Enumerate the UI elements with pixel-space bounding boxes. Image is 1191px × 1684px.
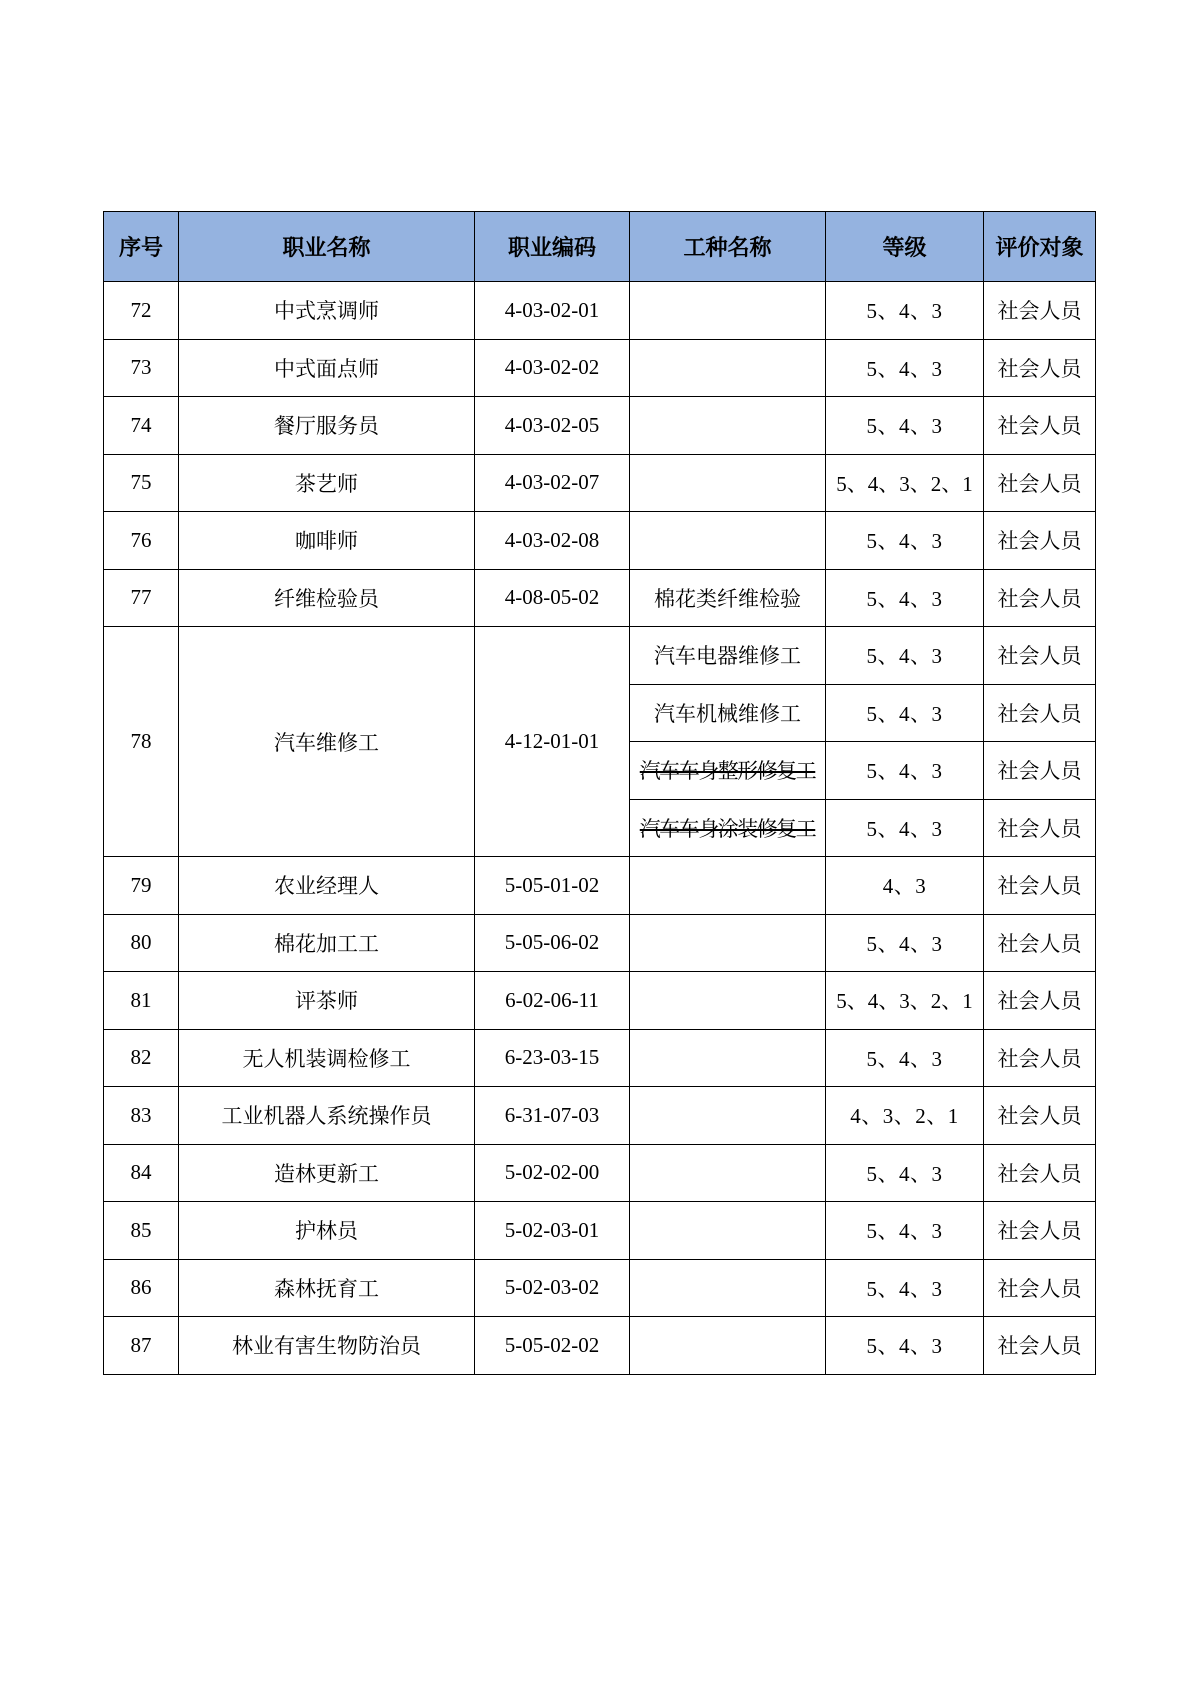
- cell-serial: 87: [104, 1317, 179, 1375]
- cell-occupation-code: 6-02-06-11: [475, 972, 630, 1030]
- cell-target: 社会人员: [984, 914, 1096, 972]
- table-row: [104, 339, 1096, 397]
- table-header-row: [104, 212, 1096, 282]
- cell-occupation-name: 茶艺师: [179, 454, 475, 512]
- cell-occupation-name: 纤维检验员: [179, 569, 475, 627]
- table-row: [104, 282, 1096, 340]
- cell-serial: 86: [104, 1259, 179, 1317]
- cell-target: 社会人员: [984, 1317, 1096, 1375]
- cell-level: 5、4、3: [826, 684, 984, 742]
- cell-occupation-name: 造林更新工: [179, 1144, 475, 1202]
- cell-occupation-name: 工业机器人系统操作员: [179, 1087, 475, 1145]
- table-row: [104, 1087, 1096, 1145]
- cell-serial: 79: [104, 857, 179, 915]
- cell-occupation-name: 无人机装调检修工: [179, 1029, 475, 1087]
- cell-target: 社会人员: [984, 512, 1096, 570]
- cell-target: 社会人员: [984, 742, 1096, 800]
- cell-target: 社会人员: [984, 972, 1096, 1030]
- cell-level: 5、4、3: [826, 799, 984, 857]
- cell-work-type: [630, 1144, 826, 1202]
- cell-level: 5、4、3: [826, 339, 984, 397]
- cell-work-type: [630, 454, 826, 512]
- cell-serial: 84: [104, 1144, 179, 1202]
- cell-serial: 76: [104, 512, 179, 570]
- cell-serial: 78: [104, 627, 179, 857]
- cell-level: 5、4、3: [826, 512, 984, 570]
- cell-occupation-name: 中式面点师: [179, 339, 475, 397]
- cell-level: 5、4、3: [826, 1259, 984, 1317]
- cell-work-type: [630, 1202, 826, 1260]
- table-row: [104, 1029, 1096, 1087]
- cell-occupation-code: 4-03-02-01: [475, 282, 630, 340]
- cell-occupation-code: 4-03-02-05: [475, 397, 630, 455]
- cell-occupation-code: 5-02-03-02: [475, 1259, 630, 1317]
- cell-occupation-name: 咖啡师: [179, 512, 475, 570]
- header-occupation-code: 职业编码: [475, 212, 630, 282]
- cell-target: 社会人员: [984, 1029, 1096, 1087]
- cell-occupation-code: 4-03-02-07: [475, 454, 630, 512]
- cell-work-type: [630, 1029, 826, 1087]
- cell-occupation-code: 5-05-02-02: [475, 1317, 630, 1375]
- cell-level: 5、4、3、2、1: [826, 972, 984, 1030]
- cell-work-type: [630, 1317, 826, 1375]
- cell-level: 5、4、3: [826, 1029, 984, 1087]
- cell-occupation-code: 5-05-06-02: [475, 914, 630, 972]
- cell-occupation-code: 4-08-05-02: [475, 569, 630, 627]
- struck-work-type-text: 汽车车身涂装修复工: [639, 816, 816, 841]
- header-work-type: 工种名称: [630, 212, 826, 282]
- cell-occupation-name: 林业有害生物防治员: [179, 1317, 475, 1375]
- cell-serial: 77: [104, 569, 179, 627]
- table-row: [104, 914, 1096, 972]
- cell-occupation-code: 5-02-02-00: [475, 1144, 630, 1202]
- cell-level: 4、3: [826, 857, 984, 915]
- cell-level: 5、4、3: [826, 627, 984, 685]
- cell-level: 5、4、3: [826, 569, 984, 627]
- cell-work-type: [630, 512, 826, 570]
- cell-occupation-name: 汽车维修工: [179, 627, 475, 857]
- cell-work-type: [630, 742, 826, 800]
- cell-work-type: 汽车机械维修工: [630, 684, 826, 742]
- cell-serial: 75: [104, 454, 179, 512]
- cell-target: 社会人员: [984, 799, 1096, 857]
- cell-work-type: [630, 339, 826, 397]
- cell-serial: 83: [104, 1087, 179, 1145]
- cell-work-type: [630, 972, 826, 1030]
- cell-level: 5、4、3、2、1: [826, 454, 984, 512]
- table-row: [104, 397, 1096, 455]
- header-occupation-name: 职业名称: [179, 212, 475, 282]
- cell-work-type: 汽车电器维修工: [630, 627, 826, 685]
- table-row: [104, 1202, 1096, 1260]
- cell-level: 5、4、3: [826, 1202, 984, 1260]
- cell-occupation-code: 4-03-02-02: [475, 339, 630, 397]
- cell-occupation-code: 6-23-03-15: [475, 1029, 630, 1087]
- cell-target: 社会人员: [984, 339, 1096, 397]
- cell-occupation-code: 4-12-01-01: [475, 627, 630, 857]
- table-row: [104, 1259, 1096, 1317]
- cell-target: 社会人员: [984, 282, 1096, 340]
- cell-serial: 81: [104, 972, 179, 1030]
- cell-level: 4、3、2、1: [826, 1087, 984, 1145]
- occupation-table: [103, 211, 1096, 1375]
- cell-occupation-name: 中式烹调师: [179, 282, 475, 340]
- cell-level: 5、4、3: [826, 397, 984, 455]
- cell-work-type: [630, 397, 826, 455]
- cell-serial: 72: [104, 282, 179, 340]
- cell-occupation-code: 4-03-02-08: [475, 512, 630, 570]
- table-row: [104, 627, 1096, 685]
- cell-target: 社会人员: [984, 1259, 1096, 1317]
- cell-target: 社会人员: [984, 857, 1096, 915]
- cell-serial: 85: [104, 1202, 179, 1260]
- cell-serial: 73: [104, 339, 179, 397]
- cell-occupation-code: 5-05-01-02: [475, 857, 630, 915]
- cell-work-type: [630, 799, 826, 857]
- cell-occupation-name: 护林员: [179, 1202, 475, 1260]
- table-row: [104, 1144, 1096, 1202]
- cell-work-type: [630, 1259, 826, 1317]
- cell-target: 社会人员: [984, 454, 1096, 512]
- struck-work-type-text: 汽车车身整形修复工: [639, 759, 816, 784]
- cell-occupation-name: 森林抚育工: [179, 1259, 475, 1317]
- cell-target: 社会人员: [984, 1202, 1096, 1260]
- cell-occupation-code: 5-02-03-01: [475, 1202, 630, 1260]
- cell-occupation-name: 餐厅服务员: [179, 397, 475, 455]
- cell-work-type: 棉花类纤维检验: [630, 569, 826, 627]
- table-row: [104, 1317, 1096, 1375]
- table-row: [104, 972, 1096, 1030]
- cell-occupation-name: 棉花加工工: [179, 914, 475, 972]
- header-level: 等级: [826, 212, 984, 282]
- header-serial: 序号: [104, 212, 179, 282]
- cell-serial: 74: [104, 397, 179, 455]
- cell-work-type: [630, 282, 826, 340]
- cell-occupation-code: 6-31-07-03: [475, 1087, 630, 1145]
- cell-serial: 82: [104, 1029, 179, 1087]
- cell-target: 社会人员: [984, 1144, 1096, 1202]
- cell-level: 5、4、3: [826, 914, 984, 972]
- cell-level: 5、4、3: [826, 282, 984, 340]
- table-row: [104, 857, 1096, 915]
- cell-work-type: [630, 1087, 826, 1145]
- table-row: [104, 512, 1096, 570]
- cell-target: 社会人员: [984, 397, 1096, 455]
- cell-occupation-name: 评茶师: [179, 972, 475, 1030]
- cell-level: 5、4、3: [826, 1144, 984, 1202]
- cell-serial: 80: [104, 914, 179, 972]
- cell-occupation-name: 农业经理人: [179, 857, 475, 915]
- cell-work-type: [630, 857, 826, 915]
- table-row: [104, 569, 1096, 627]
- cell-target: 社会人员: [984, 684, 1096, 742]
- cell-work-type: [630, 914, 826, 972]
- table-row: [104, 454, 1096, 512]
- cell-level: 5、4、3: [826, 742, 984, 800]
- header-target: 评价对象: [984, 212, 1096, 282]
- cell-target: 社会人员: [984, 569, 1096, 627]
- cell-level: 5、4、3: [826, 1317, 984, 1375]
- cell-target: 社会人员: [984, 627, 1096, 685]
- cell-target: 社会人员: [984, 1087, 1096, 1145]
